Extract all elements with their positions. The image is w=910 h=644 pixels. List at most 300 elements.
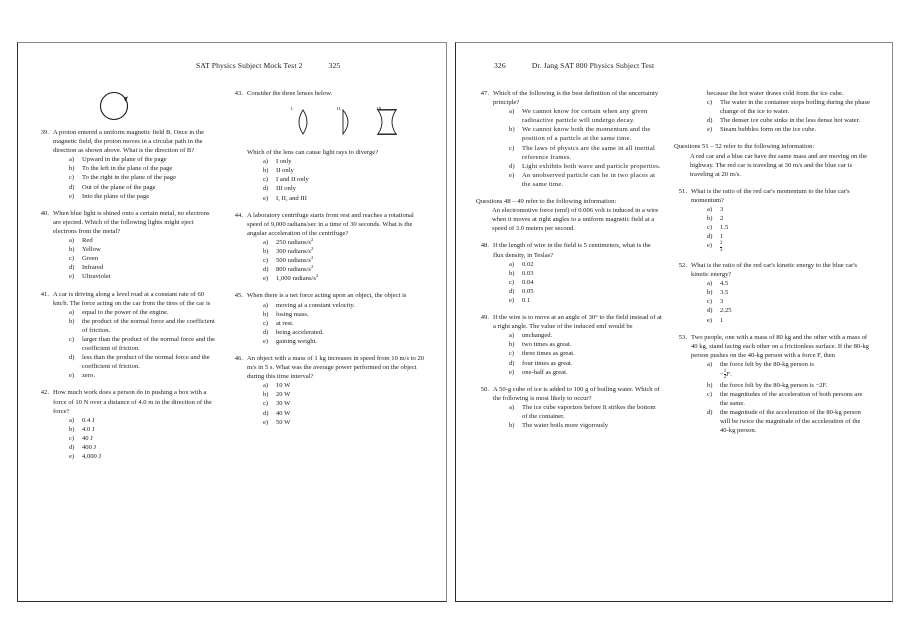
choice-d[interactable] xyxy=(707,408,870,435)
answer-choices xyxy=(493,403,662,430)
answer-choices xyxy=(247,381,426,426)
page-326-column-2 xyxy=(674,89,870,443)
stimulus-48-49 xyxy=(476,197,662,233)
answer-choices xyxy=(493,107,662,189)
choice-label: e) xyxy=(509,296,515,304)
choice-d[interactable] xyxy=(707,232,870,241)
choice-text: 3 xyxy=(720,206,724,214)
choice-e[interactable] xyxy=(707,241,870,253)
choice-label: c) xyxy=(707,224,713,232)
choice-c[interactable] xyxy=(263,399,426,408)
choice-text: Light exhibits both wave and particle properties. xyxy=(522,162,661,170)
choice-label: c) xyxy=(707,298,713,306)
exponent: 2 xyxy=(315,273,319,279)
question-52 xyxy=(674,261,870,325)
choice-label: b) xyxy=(263,391,269,399)
choice-label: c) xyxy=(263,176,269,184)
question-stem: Two people, one with a mass of 80 kg and the other with a mass of 40 kg, stand facing each other on a frictionless surface. If the 80-kg person pushes on the 40-kg person with a force F, then xyxy=(691,333,869,359)
page-325-column-2 xyxy=(230,89,426,435)
choice-label: b) xyxy=(509,269,515,277)
answer-choices xyxy=(247,301,426,346)
choice-label: a) xyxy=(707,280,713,288)
choice-text: 1 xyxy=(720,233,724,241)
choice-label: a) xyxy=(509,403,515,411)
choice-text: I only xyxy=(276,158,292,166)
question-number: 47. xyxy=(480,90,489,97)
choice-d[interactable] xyxy=(263,265,426,274)
choice-text: Infrared xyxy=(82,264,104,272)
three-lenses-figure xyxy=(247,102,426,142)
question-42 xyxy=(36,388,218,461)
choice-text: one-half as great. xyxy=(522,368,568,376)
answer-choices xyxy=(247,238,426,283)
choice-text: less than the product of the normal force and the coefficient of friction. xyxy=(82,354,210,371)
choice-label: c) xyxy=(707,390,713,398)
choice-text: gaining weight. xyxy=(276,337,318,345)
choice-text: 1,000 radians/s xyxy=(276,275,316,283)
choice-text: 0.03 xyxy=(522,269,534,277)
choice-e[interactable] xyxy=(263,418,426,427)
choice-c[interactable] xyxy=(707,223,870,232)
question-stem-part2: Which of the lens can cause light rays to diverge? xyxy=(247,149,379,157)
choice-a[interactable] xyxy=(263,301,426,310)
choice-label: c) xyxy=(509,350,515,358)
choice-d[interactable] xyxy=(263,328,426,337)
choice-label: e) xyxy=(263,418,269,426)
choice-text: 250 radians/s xyxy=(276,238,311,246)
choice-text: II only xyxy=(276,167,294,175)
question-number: 43. xyxy=(234,90,243,97)
stimulus-body: A red car and a blue car have the same mass and are moving on the highway. The red car is traveling at 30 m/s and the blue car is traveling at 20 m/s. xyxy=(690,152,868,178)
choice-label: d) xyxy=(707,117,713,125)
choice-c[interactable] xyxy=(69,173,218,182)
choice-label: c) xyxy=(69,174,75,182)
choice-label: c) xyxy=(69,335,75,343)
choice-text: 20 W xyxy=(276,391,291,399)
question-43 xyxy=(230,89,426,203)
answer-choices xyxy=(53,308,218,381)
choice-text: Upward in the plane of the page xyxy=(82,156,167,164)
question-stem: What is the ratio of the red car's momentum to the blue car's momentum? xyxy=(691,187,850,204)
page-folio: 325 xyxy=(328,61,341,70)
choice-a[interactable] xyxy=(707,279,870,288)
question-51 xyxy=(674,187,870,253)
choice-text: two times as great. xyxy=(522,341,572,349)
choice-label: e) xyxy=(69,273,75,281)
choice-label: b) xyxy=(263,248,269,256)
choice-d[interactable] xyxy=(69,183,218,192)
question-number: 44. xyxy=(234,211,243,219)
choice-text: Yellow xyxy=(82,246,101,254)
fraction-numerator: 2 xyxy=(720,241,723,247)
choice-c[interactable] xyxy=(509,349,662,358)
question-44 xyxy=(230,211,426,284)
question-46 xyxy=(230,354,426,427)
choice-text: 2 xyxy=(720,215,724,223)
choice-label: b) xyxy=(509,422,515,430)
choice-text: We cannot know both the momentum and the position of a particle at the same time. xyxy=(522,126,651,143)
running-head-right xyxy=(494,61,654,70)
answer-choices xyxy=(691,279,870,324)
question-50-continued xyxy=(674,89,870,134)
choice-label: c) xyxy=(707,99,713,107)
choice-label: a) xyxy=(263,382,269,390)
stimulus-lead: Questions 51 – 52 refer to the following information: xyxy=(674,143,815,151)
choice-d[interactable] xyxy=(707,116,870,125)
choice-label: d) xyxy=(69,444,75,451)
choice-d[interactable] xyxy=(509,359,662,368)
choice-a[interactable] xyxy=(509,260,662,269)
question-39 xyxy=(36,128,218,201)
running-head-title: Dr. Jang SAT 800 Physics Subject Test xyxy=(531,61,655,70)
choice-text: the magnitudes of the acceleration of both persons are the same. xyxy=(720,390,863,407)
choice-text: The laws of physics are the same in all inertial reference frames. xyxy=(522,144,656,161)
choice-text: 1.5 xyxy=(720,224,729,232)
choice-text: 400 J xyxy=(82,444,97,451)
choice-c[interactable] xyxy=(69,254,218,263)
choice-label: c) xyxy=(263,319,269,327)
circular-arrow-icon xyxy=(88,89,140,123)
choice-a[interactable] xyxy=(69,416,218,425)
choice-d[interactable] xyxy=(263,184,426,193)
choice-text: 0.05 xyxy=(522,287,534,295)
choice-b[interactable] xyxy=(509,340,662,349)
choice-text: Steam bubbles form on the ice cube. xyxy=(720,126,817,134)
lens-label-1: I. xyxy=(291,106,294,112)
choice-label: e) xyxy=(69,192,75,200)
choice-text: 0.1 xyxy=(522,296,531,304)
lens-label-2: II. xyxy=(337,106,342,112)
running-head-title: SAT Physics Subject Mock Test 2 xyxy=(196,61,303,70)
question-50 xyxy=(476,385,662,430)
choice-e[interactable] xyxy=(509,296,662,305)
stimulus-lead: Questions 48 – 49 refer to the following information: xyxy=(476,198,617,206)
choice-label: d) xyxy=(509,359,515,367)
choice-label: d) xyxy=(509,287,515,295)
question-40 xyxy=(36,209,218,282)
choice-label: b) xyxy=(509,126,515,134)
choice-text: 50 W xyxy=(276,418,291,426)
choice-text: three times as great. xyxy=(522,350,575,358)
choice-c[interactable] xyxy=(69,434,218,443)
choice-text: 500 radians/s xyxy=(276,257,311,265)
choice-label: b) xyxy=(263,310,269,318)
exponent: 2 xyxy=(310,236,314,242)
choice-text: zero. xyxy=(82,372,95,380)
answer-choices xyxy=(53,416,218,461)
choice-text: at rest. xyxy=(276,319,294,327)
choice-c[interactable] xyxy=(707,98,870,116)
question-stem: If the wire is to move at an angle of 30° to the field instead of at a right angle. The value of the induced emf would be xyxy=(493,314,662,331)
choice-a[interactable] xyxy=(509,403,662,421)
choice-label: d) xyxy=(69,183,75,191)
choice-label: e) xyxy=(707,242,713,250)
page-326 xyxy=(455,42,893,602)
question-stem: A car is driving along a level road at a constant rate of 60 km/h. The force acting on the car from the tires of the car is xyxy=(53,290,211,307)
choice-e[interactable] xyxy=(509,368,662,377)
choice-label: c) xyxy=(69,255,75,263)
choice-label: d) xyxy=(509,162,515,170)
choice-text: four times as great. xyxy=(522,359,573,367)
choice-text: 1 xyxy=(720,316,724,324)
stimulus-body: An electromotive force (emf) of 0.006 volt is induced in a wire when it moves at right angles to a uniform magnetic field at a speed of 3.0 meters per second. xyxy=(492,207,659,233)
question-41 xyxy=(36,290,218,381)
question-stem: If the length of wire in the field is 5 centimeters, what is the flux density, in Teslas? xyxy=(493,242,651,259)
choice-label: d) xyxy=(263,409,269,417)
choice-b[interactable] xyxy=(509,269,662,278)
answer-choices xyxy=(247,157,426,202)
page-folio: 326 xyxy=(494,61,506,70)
fraction-numerator: 1 xyxy=(723,369,727,375)
choice-text: Red xyxy=(82,237,93,245)
choice-e[interactable] xyxy=(263,337,426,346)
choice-c[interactable] xyxy=(707,297,870,306)
choice-text: 800 radians/s xyxy=(276,266,311,274)
choice-b[interactable] xyxy=(509,421,662,430)
choice-text: unchanged. xyxy=(522,332,553,340)
choice-text: III only xyxy=(276,185,296,193)
choice-text: losing mass. xyxy=(276,310,309,318)
lens-shapes-icon xyxy=(289,102,439,142)
choice-label: d) xyxy=(69,264,75,272)
page-325-column-1 xyxy=(36,89,218,469)
choice-text: Into the plane of the page xyxy=(82,192,150,200)
choice-a[interactable] xyxy=(263,157,426,166)
choice-label: e) xyxy=(69,453,75,461)
choice-label: a) xyxy=(263,158,269,166)
choice-a[interactable] xyxy=(707,360,870,381)
stimulus-51-52 xyxy=(674,142,870,178)
choice-d[interactable] xyxy=(69,353,218,371)
question-number: 41. xyxy=(40,290,49,298)
choice-a[interactable] xyxy=(69,308,218,317)
question-45 xyxy=(230,291,426,346)
choice-a[interactable] xyxy=(263,381,426,390)
question-48 xyxy=(476,241,662,305)
choice-d[interactable] xyxy=(509,287,662,296)
choice-b[interactable] xyxy=(509,125,662,143)
choice-label: a) xyxy=(263,301,269,309)
choice-e[interactable] xyxy=(69,452,218,461)
question-stem: An object with a mass of 1 kg increases in speed from 10 m/s to 20 m/s in 5 s. What was the average power performed on the object during this time interval? xyxy=(247,354,425,381)
choice-label: b) xyxy=(69,317,75,325)
question-number: 42. xyxy=(40,389,49,397)
choice-text: To the right in the plane of the page xyxy=(82,174,177,182)
choice-d[interactable] xyxy=(69,263,218,272)
choice-e[interactable] xyxy=(69,272,218,281)
choice-d[interactable] xyxy=(69,443,218,452)
question-47 xyxy=(476,89,662,189)
choice-text: 300 radians/s xyxy=(276,248,311,256)
choice-label: d) xyxy=(263,185,269,193)
choice-label: a) xyxy=(707,206,713,214)
choice-b[interactable] xyxy=(707,381,870,390)
choice-label: b) xyxy=(69,425,75,433)
choice-text: the product of the normal force and the coefficient of friction. xyxy=(82,317,215,334)
choice-label: d) xyxy=(263,266,269,274)
choice-label: a) xyxy=(509,332,515,340)
page-325 xyxy=(17,42,447,602)
choice-label: c) xyxy=(263,400,269,408)
question-number: 39. xyxy=(40,129,49,136)
choice-a[interactable] xyxy=(69,236,218,245)
choice-text: 40 J xyxy=(82,434,93,442)
choice-text: 0.04 xyxy=(522,278,534,286)
choice-text: 10 W xyxy=(276,382,291,390)
question-number: 46. xyxy=(234,354,243,362)
choice-label: b) xyxy=(69,246,75,254)
choice-b[interactable] xyxy=(69,317,218,335)
choice-text: To the left in the plane of the page xyxy=(82,165,173,173)
choice-label: d) xyxy=(707,307,713,315)
question-stem: When there is a net force acting upon an object, the object is xyxy=(247,292,407,300)
choice-label: d) xyxy=(707,233,713,241)
force-symbol: F xyxy=(726,370,731,378)
answer-choices xyxy=(53,236,218,281)
choice-text: 4,000 J xyxy=(82,453,102,461)
choice-label: e) xyxy=(707,126,713,134)
question-number: 52. xyxy=(678,262,687,269)
choice-b[interactable] xyxy=(707,214,870,223)
choice-a[interactable] xyxy=(509,107,662,125)
choice-text: the force felt by the 80-kg person is −2F. xyxy=(720,381,828,389)
choice-label: e) xyxy=(707,316,713,324)
choice-label: e) xyxy=(263,275,269,283)
choice-text: the force felt by the 80-kg person is xyxy=(720,360,814,368)
choice-label: b) xyxy=(707,381,713,389)
choice-e[interactable] xyxy=(707,316,870,325)
choice-label: e) xyxy=(263,194,269,202)
choice-label: a) xyxy=(707,360,713,368)
question-number: 49. xyxy=(480,314,489,322)
choice-text: The denser ice cube sinks in the less dense hot water. xyxy=(720,117,861,125)
question-stem: How much work does a person do in pushing a box with a force of 10 N over a distance of 4.0 m in the direction of the force? xyxy=(53,389,212,415)
question-stem: When blue light is shined onto a certain metal, no electrons are ejected. Which of the following lights might eject electrons from the metal? xyxy=(53,209,210,235)
choice-label: d) xyxy=(263,328,269,336)
choice-label: d) xyxy=(69,354,75,362)
choice-text: 40 W xyxy=(276,409,291,417)
answer-choices xyxy=(493,331,662,376)
choice-label: b) xyxy=(707,215,713,223)
choice-text: 4.0 J xyxy=(82,425,95,433)
choice-text: The water in the container stops boiling during the phase change of the ice to water. xyxy=(720,99,870,116)
choice-text: larger than the product of the normal force and the coefficient of friction. xyxy=(82,335,215,353)
answer-choices xyxy=(691,98,870,134)
answer-choices xyxy=(691,360,870,435)
choice-c[interactable] xyxy=(509,278,662,287)
question-stem: A laboratory centrifuge starts from rest and reaches a rotational speed of 9,000 radians/sec in a time of 30 seconds. What is the angular acceleration of the centrifuge? xyxy=(247,211,414,237)
choice-d[interactable] xyxy=(707,306,870,315)
choice-c[interactable] xyxy=(263,319,426,328)
question-stem: A proton entered a uniform magnetic field B. Once in the magnetic field, the proton moves in a circular path in the direction as shown above. What is the direction of B? xyxy=(53,129,205,155)
choice-b[interactable] xyxy=(707,288,870,297)
choice-label: b) xyxy=(707,289,713,297)
exponent: 2 xyxy=(310,254,314,260)
choice-label: e) xyxy=(69,372,75,380)
choice-b[interactable] xyxy=(69,245,218,254)
choice-label: a) xyxy=(69,156,75,164)
choice-b-continued: because the hot water draws cold from the ice cube. xyxy=(707,90,844,97)
choice-a[interactable] xyxy=(263,238,426,247)
choice-label: e) xyxy=(509,171,515,179)
question-53 xyxy=(674,333,870,436)
circular-path-loop-figure xyxy=(36,89,218,125)
exponent: 2 xyxy=(310,245,314,251)
fraction-two-thirds xyxy=(720,241,722,253)
choice-label: a) xyxy=(69,416,75,424)
choice-label: a) xyxy=(509,260,515,268)
choice-label: a) xyxy=(509,108,515,116)
fraction-denominator: 2 xyxy=(723,375,727,381)
choice-label: c) xyxy=(69,434,75,442)
question-number: 40. xyxy=(40,209,49,217)
choice-e[interactable] xyxy=(707,125,870,134)
running-head-left xyxy=(196,61,340,70)
choice-a[interactable] xyxy=(707,205,870,214)
choice-c[interactable] xyxy=(69,335,218,353)
choice-label: e) xyxy=(509,368,515,376)
choice-e[interactable] xyxy=(69,371,218,380)
choice-b[interactable] xyxy=(263,247,426,256)
choice-b[interactable] xyxy=(263,390,426,399)
choice-text: 0.02 xyxy=(522,260,534,268)
question-number: 48. xyxy=(480,242,489,250)
choice-text: 2.25 xyxy=(720,307,732,315)
choice-label: c) xyxy=(509,144,515,152)
choice-text: I, II, and III xyxy=(276,194,307,202)
question-number: 45. xyxy=(234,292,243,300)
choice-b[interactable] xyxy=(263,310,426,319)
choice-e[interactable] xyxy=(509,171,662,189)
choice-text: 0.4 J xyxy=(82,416,95,424)
choice-text: Ultraviolet xyxy=(82,273,111,281)
answer-choices xyxy=(691,205,870,253)
question-stem: A 50-g cube of ice is added to 100 g of boiling water. Which of the following is most likely to occur? xyxy=(493,385,660,402)
choice-text: Out of the plane of the page xyxy=(82,183,156,191)
choice-c[interactable] xyxy=(263,256,426,265)
choice-text: 3.5 xyxy=(720,289,729,297)
choice-a[interactable] xyxy=(69,155,218,164)
choice-text: 30 W xyxy=(276,400,291,408)
exponent: 2 xyxy=(310,264,314,270)
fraction-denominator: 3 xyxy=(720,247,723,253)
choice-label: a) xyxy=(69,237,75,245)
choice-a[interactable] xyxy=(509,331,662,340)
choice-b[interactable] xyxy=(69,425,218,434)
choice-label: b) xyxy=(263,167,269,175)
choice-text: moving at a constant velocity. xyxy=(276,301,355,309)
choice-c[interactable] xyxy=(509,144,662,162)
choice-d[interactable] xyxy=(509,162,662,171)
choice-label: c) xyxy=(509,278,515,286)
choice-text: The water boils more vigorously xyxy=(522,422,609,430)
minus-half-F-expression: $-\frac{1}{2}$ F. xyxy=(720,369,732,381)
choice-e[interactable] xyxy=(263,274,426,283)
choice-d[interactable] xyxy=(263,409,426,418)
question-stem: Which of the following is the best definition of the uncertainty principle? xyxy=(493,90,659,107)
question-number: 50. xyxy=(480,385,489,393)
choice-e[interactable] xyxy=(263,194,426,203)
question-number: 51. xyxy=(678,187,687,195)
choice-c[interactable] xyxy=(707,390,870,408)
choice-b[interactable] xyxy=(263,166,426,175)
choice-b[interactable] xyxy=(69,164,218,173)
choice-c[interactable] xyxy=(263,175,426,184)
choice-label: d) xyxy=(707,408,713,416)
question-49 xyxy=(476,313,662,377)
choice-e[interactable] xyxy=(69,192,218,201)
choice-text: 4.5 xyxy=(720,280,729,288)
